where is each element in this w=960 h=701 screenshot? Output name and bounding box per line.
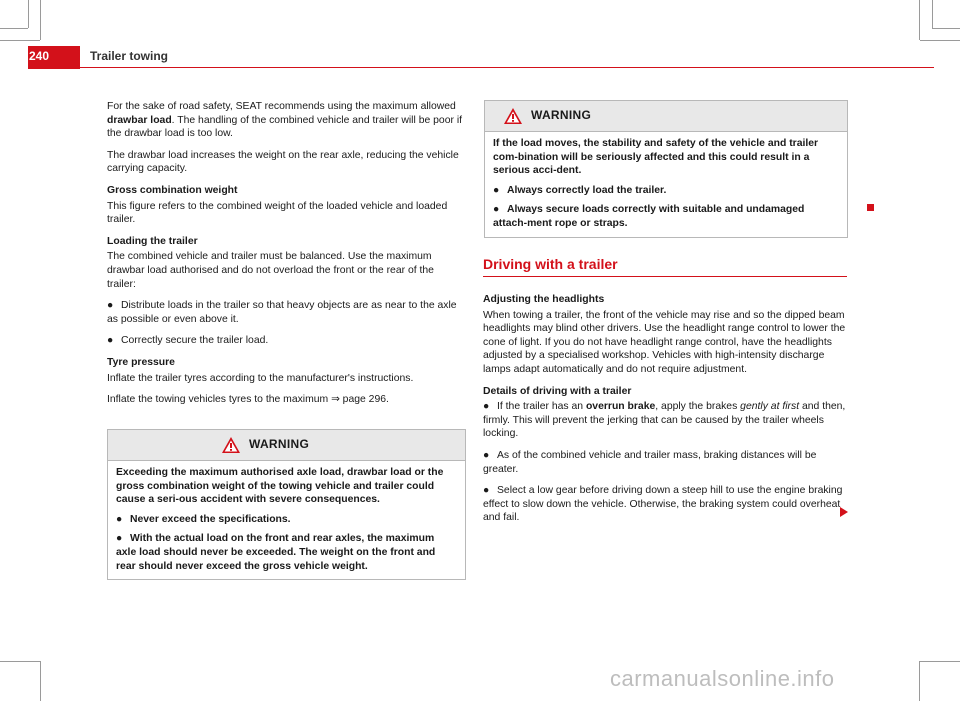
list-item: ● With the actual load on the front and rear axles, the maximum axle load should never be exceeded. The weight on the front and rear should never exceed the gross vehicle weight. [116, 533, 436, 572]
page-reference: Inflate the towing vehicles tyres to the maximum ⇒ page 296. [107, 394, 389, 406]
crop-mark [919, 0, 920, 40]
crop-mark [0, 28, 28, 29]
list-item: ● Always correctly load the trailer. [493, 184, 667, 196]
chapter-title: Trailer towing [90, 49, 169, 63]
crop-mark [0, 40, 40, 41]
right-column [483, 293, 847, 533]
warning-title: WARNING [531, 108, 592, 122]
crop-mark [920, 40, 960, 41]
crop-mark [932, 28, 960, 29]
page-number: 240 [29, 49, 50, 63]
continue-arrow-icon [840, 507, 848, 517]
paragraph: For the sake of road safety, SEAT recommends using the maximum allowed drawbar load. The handling of the combined vehicle and trailer will be poor if the drawbar load is too low. [107, 101, 463, 140]
paragraph: The combined vehicle and trailer must be balanced. Use the maximum drawbar load authorised and do not overload the front or the rear of the trailer: [107, 251, 434, 290]
subheading: Details of driving with a trailer [483, 385, 632, 397]
paragraph: The drawbar load increases the weight on the rear axle, reducing the vehicle carrying capacity. [107, 149, 459, 175]
crop-mark [40, 0, 41, 40]
list-item: ● Select a low gear before driving down a steep hill to use the engine braking effect to slow down the vehicle. Otherwise, the braking system could overheat and fail. [483, 485, 843, 524]
crop-mark [40, 661, 41, 701]
subheading: Loading the trailer [107, 235, 198, 247]
crop-mark [0, 661, 40, 662]
warning-body [485, 132, 847, 237]
warning-body [108, 461, 465, 579]
list-item: ● Distribute loads in the trailer so that heavy objects are as near to the axle as possible or even above it. [107, 300, 457, 325]
warning-text: If the load moves, the stability and safety of the vehicle and trailer com-bination will be seriously affected and this could result in a serious acci-dent. [493, 138, 819, 177]
warning-triangle-icon [221, 436, 241, 454]
crop-mark [28, 0, 29, 28]
crop-mark [919, 661, 920, 701]
subheading: Tyre pressure [107, 356, 175, 368]
list-item: ● Never exceed the specifications. [116, 513, 291, 525]
subheading: Gross combination weight [107, 184, 238, 196]
paragraph: This figure refers to the combined weight of the loaded vehicle and loaded trailer. [107, 200, 448, 226]
warning-box [484, 100, 848, 238]
warning-header [108, 430, 465, 461]
watermark: carmanualsonline.info [610, 666, 835, 691]
crop-mark [920, 661, 960, 662]
left-column [107, 100, 465, 415]
warning-header [485, 101, 847, 132]
list-item: ● As of the combined vehicle and trailer mass, braking distances will be greater. [483, 449, 817, 475]
section-title: Driving with a trailer [483, 256, 618, 272]
section-rule [483, 276, 847, 277]
crop-mark [932, 0, 933, 28]
warning-box [107, 429, 466, 580]
warning-title: WARNING [249, 437, 310, 451]
list-item: ● Correctly secure the trailer load. [107, 335, 269, 347]
paragraph: Inflate the trailer tyres according to the manufacturer's instructions. [107, 372, 414, 384]
subheading: Adjusting the headlights [483, 294, 605, 305]
paragraph: When towing a trailer, the front of the vehicle may rise and so the dipped beam headlights may blind other drivers. Use the headlight range control to lower the cone of light. If you do not have headlight range control, have the headlights adjusted by a specialised workshop. Vehicles with high-intensity discharge lamps adapt automatically and do not require adjustment. [483, 309, 846, 375]
warning-triangle-icon [503, 107, 523, 125]
list-item: ● If the trailer has an overrun brake, apply the brakes gently at first and then, firmly. This will prevent the jerking that can be caused by the trailer wheels locking. [483, 401, 846, 440]
header-rule [80, 67, 934, 68]
end-of-section-marker [867, 204, 874, 211]
list-item: ● Always secure loads correctly with suitable and undamaged attach-ment rope or straps. [493, 204, 805, 229]
warning-text: Exceeding the maximum authorised axle load, drawbar load or the gross combination weight of the towing vehicle and trailer could cause a seri-ous accident with severe consequences. [116, 467, 444, 506]
